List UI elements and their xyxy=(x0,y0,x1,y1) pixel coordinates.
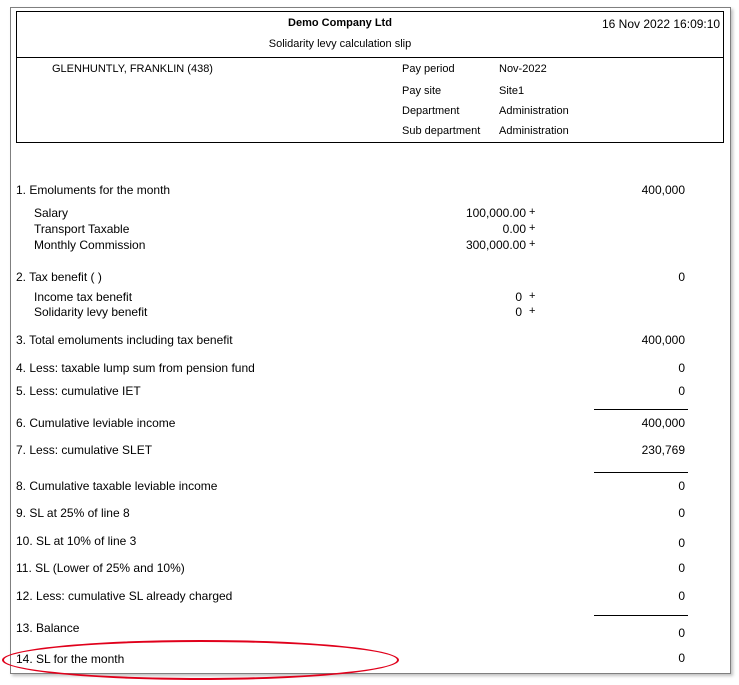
subtotal-rule-8 xyxy=(594,472,688,473)
sub-department-value: Administration xyxy=(499,125,569,137)
line-13-label: 13. Balance xyxy=(16,621,80,635)
sl-benefit-value: 0 xyxy=(515,305,522,319)
employee-name: GLENHUNTLY, FRANKLIN (438) xyxy=(52,63,213,75)
line-2-label: 2. Tax benefit ( ) xyxy=(16,270,102,284)
transport-op: + xyxy=(529,222,536,234)
line-8-label: 8. Cumulative taxable leviable income xyxy=(16,479,218,493)
subtotal-rule-6 xyxy=(594,409,688,410)
line-3-label: 3. Total emoluments including tax benefit xyxy=(16,333,233,347)
line-6-total: 400,000 xyxy=(641,416,685,430)
transport-value: 0.00 xyxy=(502,222,526,236)
salary-label: Salary xyxy=(34,206,69,220)
transport-label: Transport Taxable xyxy=(34,222,130,236)
income-tax-benefit-value: 0 xyxy=(515,290,522,304)
commission-value: 300,000.00 xyxy=(465,238,526,252)
line-4-label: 4. Less: taxable lump sum from pension fund xyxy=(16,361,255,375)
line-10-total: 0 xyxy=(678,536,685,550)
line-3-total: 400,000 xyxy=(641,333,685,347)
line-7-label: 7. Less: cumulative SLET xyxy=(16,443,153,457)
line-2-total: 0 xyxy=(678,270,685,284)
sl-benefit-op: + xyxy=(529,305,536,317)
salary-op: + xyxy=(529,206,536,218)
line-5-label: 5. Less: cumulative IET xyxy=(16,384,141,398)
highlight-ellipse xyxy=(2,640,399,680)
line-10-label: 10. SL at 10% of line 3 xyxy=(16,534,137,548)
slip-title: Solidarity levy calculation slip xyxy=(268,38,412,50)
line-14-total: 0 xyxy=(678,651,685,665)
pay-period-label: Pay period xyxy=(402,63,455,75)
sub-department-label: Sub department xyxy=(402,125,481,137)
income-tax-benefit-label: Income tax benefit xyxy=(34,290,133,304)
commission-label: Monthly Commission xyxy=(34,238,146,252)
company-name: Demo Company Ltd xyxy=(288,17,392,29)
line-9-total: 0 xyxy=(678,506,685,520)
pay-period-value: Nov-2022 xyxy=(499,63,547,75)
subtotal-rule-13 xyxy=(594,615,688,616)
line-8-total: 0 xyxy=(678,479,685,493)
salary-value: 100,000.00 xyxy=(465,206,526,220)
line-12-total: 0 xyxy=(678,589,685,603)
sl-benefit-label: Solidarity levy benefit xyxy=(34,305,148,319)
line-6-label: 6. Cumulative leviable income xyxy=(16,416,176,430)
line-14-label: 14. SL for the month xyxy=(16,652,125,666)
income-tax-benefit-op: + xyxy=(529,290,536,302)
pay-site-value: Site1 xyxy=(499,85,525,97)
line-1-total: 400,000 xyxy=(641,183,685,197)
line-11-label: 11. SL (Lower of 25% and 10%) xyxy=(16,561,185,575)
line-11-total: 0 xyxy=(678,561,685,575)
line-13-total: 0 xyxy=(678,626,685,640)
report-datetime: 16 Nov 2022 16:09:10 xyxy=(602,17,721,31)
line-5-total: 0 xyxy=(678,384,685,398)
line-4-total: 0 xyxy=(678,361,685,375)
department-value: Administration xyxy=(499,105,569,117)
line-12-label: 12. Less: cumulative SL already charged xyxy=(16,589,233,603)
pay-site-label: Pay site xyxy=(402,85,442,97)
line-1-label: 1. Emoluments for the month xyxy=(16,183,171,197)
department-label: Department xyxy=(402,105,460,117)
commission-op: + xyxy=(529,238,536,250)
line-9-label: 9. SL at 25% of line 8 xyxy=(16,506,130,520)
line-7-total: 230,769 xyxy=(641,443,685,457)
